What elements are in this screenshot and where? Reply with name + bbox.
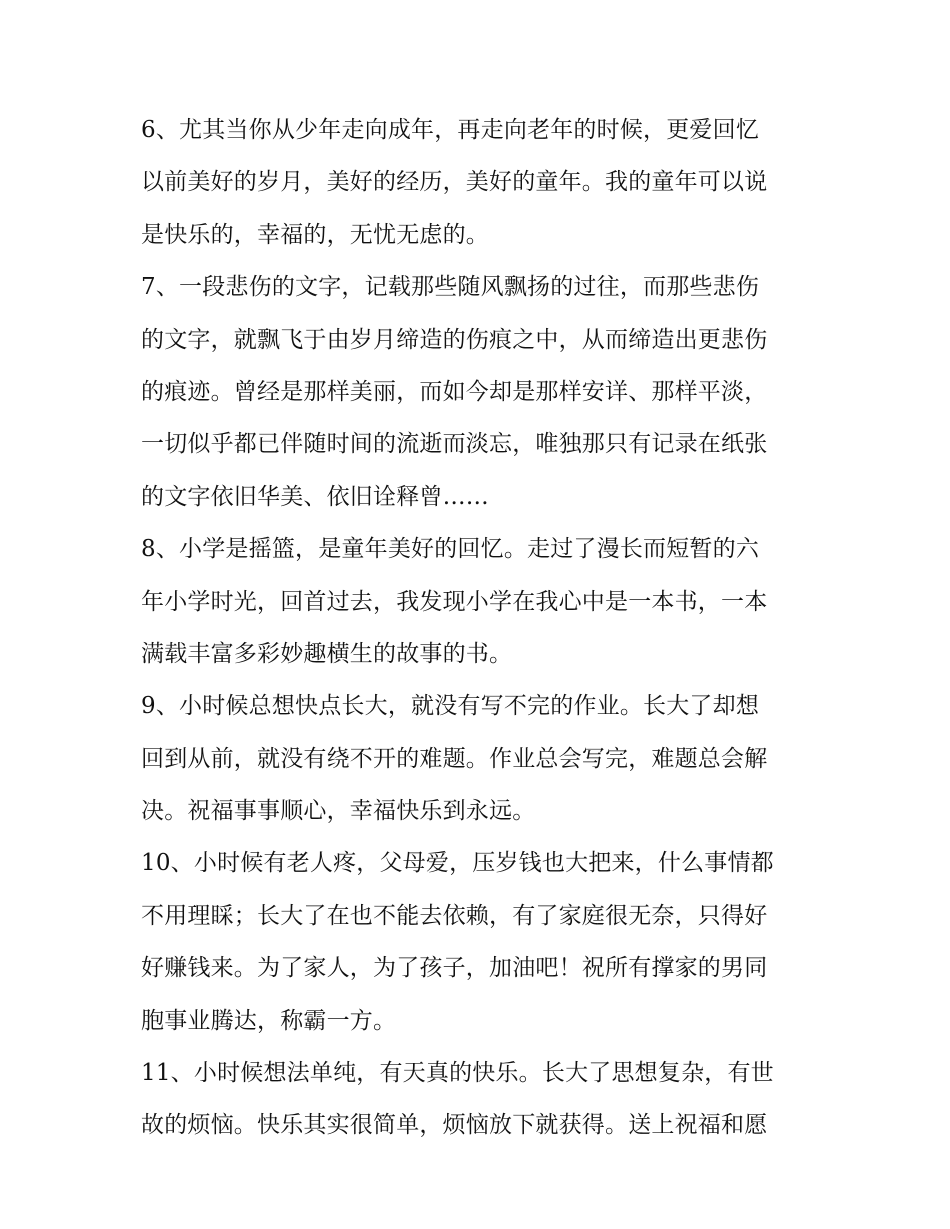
text-line: 10、小时候有老人疼，父母爱，压岁钱也大把来，什么事情都 [141,850,774,877]
text-line: 6、尤其当你从少年走向成年，再走向老年的时候，更爱回忆 [141,117,760,143]
paragraph-10 [141,837,811,1047]
text-line: 的文字依旧华美、依旧诠释曾…… [141,483,489,510]
text-line: 8、小学是摇篮，是童年美好的回忆。走过了漫长而短暂的六 [141,536,760,563]
text-line: 故的烦恼。快乐其实很简单，烦恼放下就获得。送上祝福和愿 [141,1112,768,1139]
text-line: 好赚钱来。为了家人，为了孩子，加油吧！祝所有撑家的男同 [141,955,768,982]
text-line: 一切似乎都已伴随时间的流逝而淡忘，唯独那只有记录在纸张 [141,431,768,458]
document-body [141,104,811,1152]
text-line: 不用理睬；长大了在也不能去依赖，有了家庭很无奈，只得好 [141,902,768,929]
paragraph-8 [141,523,811,680]
paragraph-9 [141,680,811,837]
text-line: 的痕迹。曾经是那样美丽，而如今却是那样安详、那样平淡， [141,378,768,405]
text-line: 11、小时候想法单纯，有天真的快乐。长大了思想复杂，有世 [141,1060,774,1087]
text-line: 以前美好的岁月，美好的经历，美好的童年。我的童年可以说 [141,169,768,196]
text-line: 9、小时候总想快点长大，就没有写不完的作业。长大了却想 [141,693,760,720]
text-line: 7、一段悲伤的文字，记载那些随风飘扬的过往，而那些悲伤 [141,274,760,301]
text-line: 的文字，就飘飞于由岁月缔造的伤痕之中，从而缔造出更悲伤 [141,326,768,353]
text-line: 是快乐的，幸福的，无忧无虑的。 [141,221,489,248]
paragraph-7 [141,261,811,523]
text-line: 年小学时光，回首过去，我发现小学在我心中是一本书，一本 [141,588,768,615]
text-line: 满载丰富多彩妙趣横生的故事的书。 [141,640,513,667]
text-line: 决。祝福事事顺心，幸福快乐到永远。 [141,798,536,825]
paragraph-11 [141,1047,811,1152]
text-line: 胞事业腾达，称霸一方。 [141,1007,397,1034]
paragraph-6 [141,104,811,261]
text-line: 回到从前，就没有绕不开的难题。作业总会写完，难题总会解 [141,745,768,772]
